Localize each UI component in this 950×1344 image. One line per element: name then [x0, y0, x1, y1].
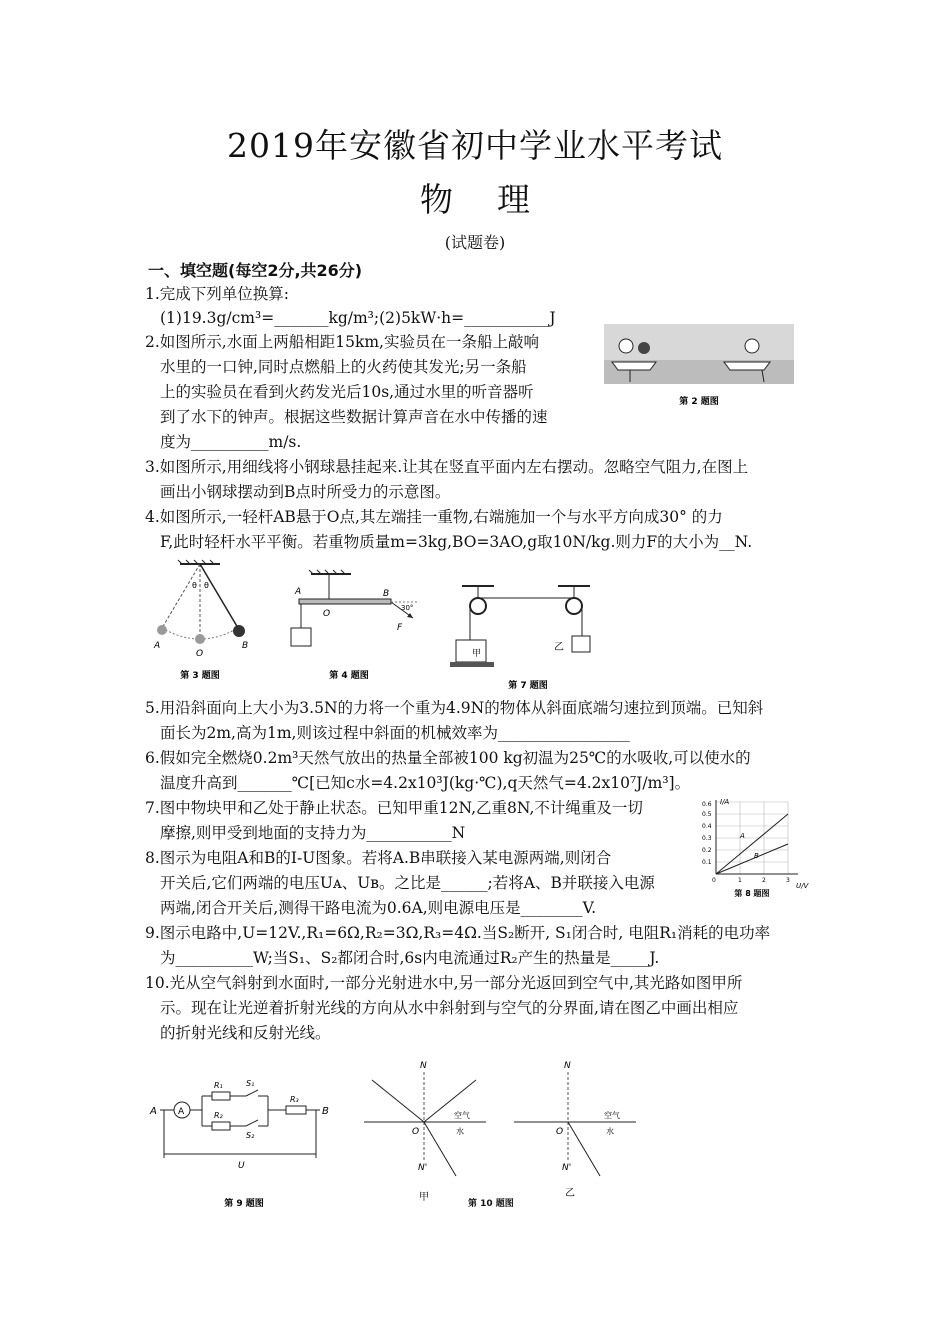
fig3-label-o: O: [196, 649, 204, 659]
fig4-caption: 第 4 题图: [329, 671, 369, 681]
fig7-block-jia: [456, 640, 486, 662]
question-8-line-1: 8.图示为电阻A和B的I-U图象。若将A.B串联接入某电源两端,则闭合: [145, 849, 612, 867]
question-4-line-1: 4.如图所示,一轻杆AB悬于O点,其左端挂一重物,右端施加一个与水平方向成30° 的力: [145, 508, 723, 526]
fig3-string-b: [200, 564, 238, 628]
fig9-u-label: U: [238, 1161, 245, 1171]
fig8-xtick-1: 1: [738, 877, 742, 884]
fig9-r2-label: R₂: [214, 1111, 223, 1120]
fig8-xtick-0: 0: [712, 877, 716, 884]
figure-3: [150, 560, 260, 688]
figure-8: [698, 796, 810, 900]
fig2-caption: 第 2 题图: [679, 397, 719, 407]
fig7-pulley-left: [470, 598, 486, 614]
fig9-caption: 第 9 题图: [224, 1199, 264, 1209]
fig4-label-o: O: [323, 609, 331, 619]
question-5-line-2: 面长为2m,高为1m,则该过程中斜面的机械效率为_________________: [160, 724, 630, 742]
fig3-ball-a: [157, 625, 167, 635]
fig10b-label-air: 空气: [604, 1111, 620, 1120]
fig8-series-a: A: [740, 832, 745, 840]
question-10-line-1: 10.光从空气斜射到水面时,一部分光射进水中,另一部分光返回到空气中,其光路如图甲所: [145, 974, 743, 992]
question-4-line-2: F,此时轻杆水平平衡。若重物质量m=3kg,BO=3AO,g取10N/kg.则力F的大小为__N.: [160, 533, 753, 551]
figure-10-jia: [360, 1058, 490, 1204]
question-2-line-5: 度为__________m/s.: [160, 433, 302, 451]
figure-4: [285, 568, 425, 688]
fig8-xtick-2: 2: [762, 877, 766, 884]
figure-2: [604, 324, 794, 410]
exam-note: (试题卷): [444, 233, 506, 252]
question-2-line-2: 水里的一口钟,同时点燃船上的火药使其发光;另一条船: [160, 358, 527, 376]
fig3-label-b: B: [242, 641, 249, 651]
fig9-terminal-b: B: [322, 1106, 329, 1117]
fig4-weight: [291, 628, 311, 646]
fig10a-label-n-prime: N': [418, 1163, 428, 1173]
fig9-s1-label: S₁: [246, 1079, 255, 1088]
fig8-grid: [716, 802, 788, 874]
fig9-s2: [246, 1120, 258, 1126]
fig8-caption: 第 8 题图: [734, 889, 770, 898]
fig4-label-b: B: [383, 589, 390, 599]
fig10b-label-n-prime: N': [562, 1163, 572, 1173]
fig7-block-yi: [572, 636, 590, 652]
question-2-line-1: 2.如图所示,水面上两船相距15km,实验员在一条船上敲响: [145, 333, 539, 351]
fig8-ytick-0.5: 0.5: [702, 811, 712, 818]
fig3-ball-o: [195, 634, 205, 644]
fig9-r3: [286, 1106, 306, 1114]
exam-subject: [0, 174, 950, 221]
subject-char-2: 理: [497, 180, 530, 219]
question-3-line-1: 3.如图所示,用细线将小钢球悬挂起来.让其在竖直平面内左右摆动。忽略空气阻力,在图上: [145, 458, 749, 476]
fig10a-label-air: 空气: [454, 1111, 470, 1120]
question-2-line-4: 到了水下的钟声。根据这些数据计算声音在水中传播的速: [160, 408, 548, 426]
question-2-line-3: 上的实验员在看到火药发光后10s,通过水里的听音器听: [160, 383, 534, 401]
question-3-line-2: 画出小钢球摆动到B点时所受力的示意图。: [160, 483, 451, 501]
subject-char-1: 物: [420, 180, 453, 219]
figure-7: [448, 582, 608, 692]
fig9-s2-label: S₂: [246, 1131, 255, 1140]
fig10a-sub-caption: 甲: [419, 1192, 429, 1203]
fig8-line-a: [716, 814, 788, 874]
fig10b-label-o: O: [556, 1127, 564, 1137]
fig7-ground: [450, 662, 494, 667]
fig9-r2: [212, 1122, 230, 1130]
fig8-xtick-3: 3: [786, 877, 790, 884]
fig3-string-a: [162, 564, 200, 628]
fig9-ammeter-label: A: [178, 1107, 185, 1117]
fig9-r1-label: R₁: [214, 1081, 223, 1090]
question-9-line-1: 9.图示电路中,U=12V.,R₁=6Ω,R₂=3Ω,R₃=4Ω.当S₂断开, S₁闭合时, 电阻R₁消耗的电功率: [145, 924, 771, 942]
fig10b-sub-caption: 乙: [565, 1188, 575, 1199]
fig10b-label-n: N: [564, 1061, 571, 1071]
section-heading: 一、填空题(每空2分,共26分): [148, 261, 363, 280]
question-9-line-2: 为__________W;当S₁、S₂都闭合时,6s内电流通过R₂产生的热量是_____J.: [160, 949, 660, 967]
fig8-ytick-0.4: 0.4: [702, 823, 712, 830]
question-6-line-1: 6.假如完全燃烧0.2m³天然气放出的热量全部被100 kg初温为25℃的水吸收,可以使水的: [145, 749, 751, 767]
question-8-line-2: 开关后,它们两端的电压Uᴀ、Uʙ。之比是______;若将A、B并联接入电源: [160, 874, 655, 892]
fig7-pulley-right: [566, 598, 582, 614]
fig9-r3-label: R₃: [290, 1095, 299, 1104]
fig8-ytick-0.6: 0.6: [702, 801, 712, 808]
fig4-rod: [299, 599, 391, 604]
fig7-label-jia: 甲: [472, 649, 482, 659]
fig8-ytick-0.3: 0.3: [702, 835, 712, 842]
fig10a-label-n: N: [420, 1061, 427, 1071]
fig10a-label-water: 水: [456, 1127, 464, 1136]
question-10-line-3: 的折射光线和反射光线。: [160, 1024, 331, 1042]
question-10-line-2: 示。现在让光逆着折射光线的方向从水中斜射到与空气的分界面,请在图乙中画出相应: [160, 999, 739, 1017]
fig4-label-f: F: [397, 623, 403, 633]
question-6-line-2: 温度升高到_______℃[已知c水=4.2x10³J(kg·℃),q天然气=4.2x10⁷J/m³]。: [160, 774, 691, 792]
fig7-label-yi: 乙: [554, 642, 564, 653]
fig2-person-left: [619, 339, 633, 353]
exam-title: 2019年安徽省初中学业水平考试: [227, 126, 723, 165]
fig10-caption: 第 10 题图: [468, 1199, 514, 1209]
fig8-ytick-0.2: 0.2: [702, 847, 712, 854]
fig7-caption: 第 7 题图: [508, 681, 548, 691]
question-7-line-1: 7.图中物块甲和乙处于静止状态。已知甲重12N,乙重8N,不计绳重及一切: [145, 799, 643, 817]
fig2-boat-left: [612, 362, 656, 370]
fig3-ball-b: [233, 625, 245, 637]
fig10b-label-water: 水: [606, 1127, 614, 1136]
question-1-line-1: 1.完成下列单位换算:: [145, 285, 290, 303]
fig8-line-b: [716, 844, 788, 874]
fig2-person-right: [745, 339, 759, 353]
figure-9: [150, 1079, 340, 1212]
fig10a-incident: [372, 1080, 424, 1122]
fig3-caption: 第 3 题图: [180, 671, 220, 681]
question-7-line-2: 摩擦,则甲受到地面的支持力为___________N: [160, 824, 466, 842]
fig3-label-a: A: [154, 641, 161, 651]
fig10a-refracted: [424, 1122, 456, 1176]
fig4-angle: 30°: [401, 604, 414, 612]
fig10b-ray: [568, 1122, 600, 1176]
fig4-label-a: A: [295, 587, 302, 597]
fig2-boat-right: [724, 362, 770, 370]
figure-10-yi: [510, 1058, 640, 1204]
question-8-line-3: 两端,闭合开关后,测得干路电流为0.6A,则电源电压是________V.: [160, 899, 597, 917]
fig2-gunpowder: [638, 342, 650, 354]
fig10a-label-o: O: [412, 1127, 420, 1137]
fig9-r1: [212, 1092, 230, 1100]
fig8-ytick-0.1: 0.1: [702, 859, 712, 866]
fig8-ylabel: I/A: [720, 798, 730, 806]
question-5-line-1: 5.用沿斜面向上大小为3.5N的力将一个重为4.9N的物体从斜面底端匀速拉到顶端。已知斜: [145, 699, 764, 717]
fig3-theta-1: θ: [192, 581, 197, 590]
fig8-xlabel: U/V: [796, 882, 809, 890]
fig3-theta-2: θ: [204, 581, 209, 590]
fig8-series-b: B: [754, 852, 759, 860]
fig9-s1: [246, 1090, 258, 1096]
fig9-terminal-a: A: [150, 1106, 157, 1117]
question-1-line-2: (1)19.3g/cm³=_______kg/m³;(2)5kW·h=___________J: [160, 309, 556, 327]
